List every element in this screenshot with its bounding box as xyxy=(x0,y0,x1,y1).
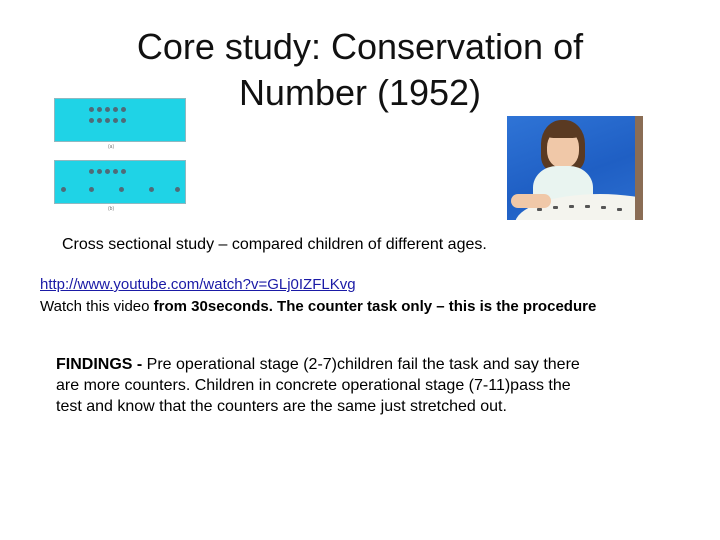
child-photo xyxy=(507,116,643,220)
watch-instruction xyxy=(40,298,596,315)
photo-counter xyxy=(601,206,606,209)
counter-dot xyxy=(113,107,118,112)
diagram-caption-b: (b) xyxy=(108,206,115,212)
counter-dot xyxy=(89,169,94,174)
photo-counter xyxy=(537,208,542,211)
photo-counter xyxy=(553,206,558,209)
counter-dot xyxy=(149,187,154,192)
photo-arm xyxy=(511,194,551,208)
diagram-caption-a: (a) xyxy=(108,144,115,150)
findings-text: Pre operational stage (2-7)children fail the task and say there are more counters. Children in concrete operational stage (7-11)pass the test and know that the counters are the same just stretched out. xyxy=(56,356,580,415)
counters-panel-stretched xyxy=(54,160,186,204)
counter-dot xyxy=(119,187,124,192)
cross-sectional-text: Cross sectional study – compared children of different ages. xyxy=(62,236,487,253)
conservation-diagram xyxy=(54,96,186,214)
counter-dot xyxy=(121,169,126,174)
photo-corner xyxy=(635,116,643,220)
slide-title-line-2: Number (1952) xyxy=(238,72,482,113)
counter-dot xyxy=(89,107,94,112)
counter-dot xyxy=(97,107,102,112)
counter-dot xyxy=(121,107,126,112)
counter-dot xyxy=(113,169,118,174)
slide-title-line-1: Core study: Conservation of xyxy=(136,26,584,67)
counter-dot xyxy=(121,118,126,123)
counter-dot xyxy=(175,187,180,192)
watch-prefix: Watch this video xyxy=(40,298,154,315)
counter-dot xyxy=(105,107,110,112)
youtube-link[interactable]: http://www.youtube.com/watch?v=GLj0IZFLKvg xyxy=(40,276,356,293)
photo-bangs xyxy=(547,126,579,138)
photo-counter xyxy=(617,208,622,211)
counter-dot xyxy=(89,118,94,123)
watch-bold: from 30seconds. The counter task only – this is the procedure xyxy=(153,298,597,315)
counter-dot xyxy=(61,187,66,192)
counter-dot xyxy=(113,118,118,123)
photo-counter xyxy=(585,205,590,208)
counter-dot xyxy=(89,187,94,192)
photo-counter xyxy=(569,205,574,208)
counter-dot xyxy=(97,169,102,174)
counter-dot xyxy=(105,169,110,174)
counters-panel-equal xyxy=(54,98,186,142)
counter-dot xyxy=(97,118,102,123)
findings-paragraph xyxy=(56,354,596,417)
counter-dot xyxy=(105,118,110,123)
findings-label: FINDINGS - xyxy=(56,356,147,373)
